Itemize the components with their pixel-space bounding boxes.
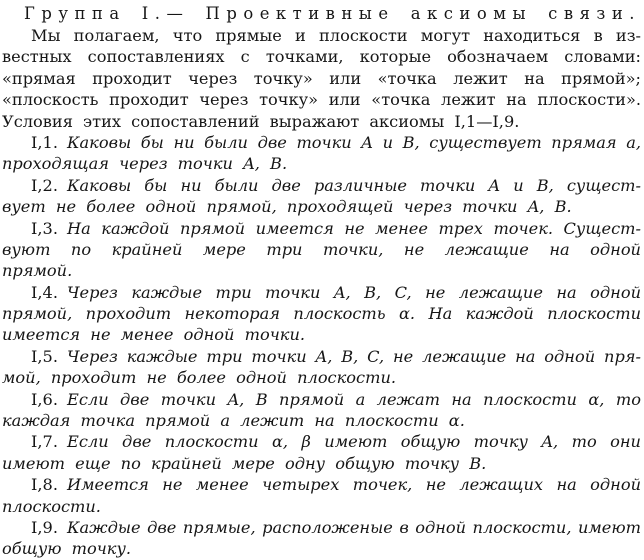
text-line <box>2 132 641 153</box>
line-text: прямой. <box>2 261 73 281</box>
line-text: прямой, проходит некоторая плоскость α. На каждой плоскости <box>2 304 641 324</box>
line-text: «прямая проходит через точку» или «точка лежит на прямой»; <box>2 68 641 88</box>
text-line <box>2 196 641 217</box>
line-text: Мы полагаем, что прямые и плоскости могут находиться в из- <box>31 26 641 45</box>
section-heading: Группа I.— Проективные аксиомы связи. <box>24 4 641 23</box>
line-text: Через каждые три точки A, B, C, не лежащие на одной <box>67 282 641 302</box>
text-line <box>2 111 641 132</box>
line-text: На каждой прямой имеется не менее трех точек. Сущест- <box>67 218 641 238</box>
axiom-number: I,5. <box>31 346 58 366</box>
line-text: Каковы бы ни были две точки A и B, существует прямая a, <box>67 132 641 152</box>
axiom-number: I,9. <box>31 517 58 537</box>
text-line <box>2 153 641 174</box>
line-text: плоскости. <box>2 496 101 516</box>
text-column <box>2 25 641 560</box>
axiom-number: I,8. <box>31 475 58 495</box>
text-line <box>2 538 641 559</box>
text-line <box>2 324 641 345</box>
text-line <box>2 218 641 239</box>
line-text: Каковы бы ни были две различные точки A и B, сущест- <box>67 175 641 195</box>
line-text: мой, проходит не более одной плоскости. <box>2 368 397 388</box>
axiom-number: I,3. <box>31 218 58 238</box>
line-text: вует не более одной прямой, проходящей через точки A, B. <box>2 197 572 217</box>
text-line <box>2 25 641 46</box>
text-line <box>2 496 641 517</box>
axiom-number: I,4. <box>31 282 58 302</box>
text-line <box>2 367 641 388</box>
line-text: Имеется не менее четырех точек, не лежащих на одной <box>67 475 641 495</box>
axiom-number: I,6. <box>31 389 58 409</box>
line-text: Каждые две прямые, расположеные в одной плоскости, имеют <box>67 517 641 537</box>
text-line <box>2 517 641 538</box>
line-text: Через каждые три точки A, B, C, не лежащие на одной пря- <box>67 346 641 366</box>
line-text: «плоскость проходит через точку» или «точка лежит на плоскости». <box>2 90 641 110</box>
text-line <box>2 453 641 474</box>
line-text: каждая точка прямой a лежит на плоскости α. <box>2 411 465 431</box>
line-text: Условия этих сопоставлений выражают аксиомы I,1—I,9. <box>2 111 520 131</box>
text-line <box>2 346 641 367</box>
text-line <box>2 389 641 410</box>
text-line <box>2 46 641 67</box>
line-text: вестных сопоставлениях с точками, которые обозначаем словами: <box>2 47 641 67</box>
text-line <box>2 410 641 431</box>
text-line <box>2 175 641 196</box>
line-text: вуют по крайней мере три точки, не лежащие на одной <box>2 239 641 259</box>
axiom-number: I,1. <box>31 132 58 152</box>
text-line <box>2 303 641 324</box>
line-text: имеют еще по крайней мере одну общую точку B. <box>2 453 487 473</box>
line-text: Если две точки A, B прямой a лежат на плоскости α, то <box>67 389 641 409</box>
text-line <box>2 89 641 110</box>
axiom-number: I,7. <box>31 432 58 452</box>
text-line <box>2 474 641 495</box>
line-text: проходящая через точки A, B. <box>2 154 288 174</box>
text-line <box>2 239 641 260</box>
line-text: Если две плоскости α, β имеют общую точку A, то они <box>67 432 641 452</box>
line-text: общую точку. <box>2 539 131 559</box>
text-line <box>2 68 641 89</box>
line-text: имеется не менее одной точки. <box>2 325 306 345</box>
text-line <box>2 282 641 303</box>
axiom-number: I,2. <box>31 175 58 195</box>
text-line <box>2 431 641 452</box>
text-line <box>2 260 641 281</box>
